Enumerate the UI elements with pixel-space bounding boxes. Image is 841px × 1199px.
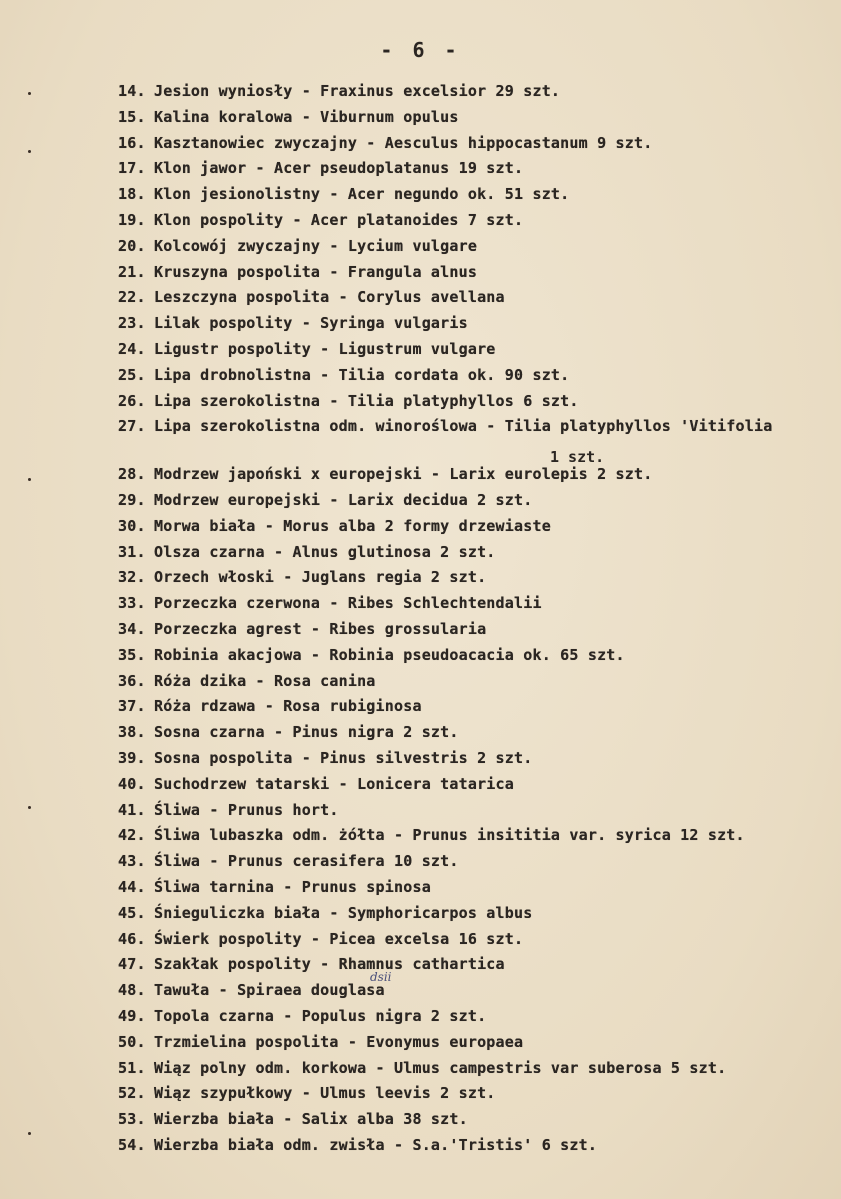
list-item-text: Śliwa - Prunus cerasifera 10 szt. [154, 852, 459, 871]
list-item-number: 16. [118, 133, 146, 152]
list-item-number: 45. [118, 903, 146, 922]
list-item-number: 23. [118, 314, 146, 333]
list-item-text: Jesion wyniosły - Fraxinus excelsior 29 szt. [154, 82, 561, 100]
list-item-number: 42. [118, 826, 146, 845]
list-item-text: Topola czarna - Populus nigra 2 szt. [154, 1007, 487, 1025]
list-item [118, 392, 579, 410]
list-item [118, 134, 652, 152]
punch-hole-mark [28, 806, 31, 809]
list-item-text: Porzeczka czerwona - Ribes Schlechtendalii [154, 594, 542, 613]
list-item [118, 981, 385, 999]
list-item-text: Szakłak pospolity - Rhamnus cathartica [154, 955, 505, 974]
list-item-number: 52. [118, 1084, 146, 1103]
list-item [118, 465, 652, 483]
handwritten-note: dsii [370, 970, 392, 984]
list-item [118, 620, 486, 638]
list-item [118, 491, 532, 509]
list-item [118, 1033, 523, 1051]
list-item-number: 38. [118, 723, 146, 742]
list-item-number: 34. [118, 620, 146, 638]
list-item-text: Lipa szerokolistna odm. winoroślowa - Tilia platyphyllos 'Vitifolia [154, 417, 773, 436]
list-item [118, 826, 745, 844]
list-item-number: 30. [118, 516, 146, 535]
list-item [118, 82, 560, 100]
list-item-text: Morwa biała - Morus alba 2 formy drzewiaste [154, 516, 551, 535]
list-item-number: 46. [118, 929, 146, 948]
list-item-text: Śliwa tarnina - Prunus spinosa [154, 878, 431, 896]
list-item-number: 25. [118, 365, 146, 384]
list-item-text: Trzmielina pospolita - Evonymus europaea [154, 1032, 524, 1051]
list-item-number: 26. [118, 391, 146, 410]
list-item [118, 801, 339, 819]
list-item-text: Wiąz polny odm. korkowa - Ulmus campestris var suberosa 5 szt. [154, 1058, 727, 1077]
list-item [118, 930, 523, 948]
list-item [118, 697, 422, 715]
list-item-text: Orzech włoski - Juglans regia 2 szt. [154, 568, 487, 587]
list-item-number: 27. [118, 417, 146, 436]
list-item-text: Wierzba biała odm. zwisła - S.a.'Tristis' 6 szt. [154, 1136, 598, 1154]
list-item-text: Olsza czarna - Alnus glutinosa 2 szt. [154, 542, 496, 561]
list-item [118, 904, 532, 922]
list-item-number: 48. [118, 981, 146, 1000]
list-item-number: 14. [118, 82, 146, 100]
list-item-text: Klon pospolity - Acer platanoides 7 szt. [154, 211, 524, 229]
list-item [118, 878, 431, 896]
list-item-number: 44. [118, 878, 146, 896]
list-item-text: Tawuła - Spiraea douglasa [154, 981, 385, 1000]
list-item-number: 39. [118, 749, 146, 767]
list-item-text: Klon jawor - Acer pseudoplatanus 19 szt. [154, 159, 524, 178]
list-item-text: Klon jesionolistny - Acer negundo ok. 51 szt. [154, 185, 570, 204]
list-item-number: 18. [118, 185, 146, 204]
page-number: - 6 - [380, 38, 461, 62]
list-item [118, 517, 551, 535]
list-item [118, 211, 523, 229]
list-item [118, 108, 459, 126]
list-item [118, 1007, 486, 1025]
list-item [118, 159, 523, 177]
list-item-number: 35. [118, 645, 146, 664]
list-item [118, 594, 542, 612]
entry-27-continuation: 1 szt. [550, 448, 605, 466]
list-item-text: Suchodrzew tatarski - Lonicera tatarica [154, 774, 514, 793]
list-item-number: 51. [118, 1058, 146, 1077]
list-item [118, 1110, 468, 1128]
list-item-number: 22. [118, 288, 146, 307]
list-item-text: Kolcowój zwyczajny - Lycium vulgare [154, 236, 478, 255]
list-item-text: Kruszyna pospolita - Frangula alnus [154, 262, 478, 281]
list-item-number: 41. [118, 800, 146, 819]
list-item [118, 1084, 496, 1102]
list-item-text: Śnieguliczka biała - Symphoricarpos albus [154, 903, 533, 922]
list-item [118, 568, 486, 586]
list-item-text: Lilak pospolity - Syringa vulgaris [154, 314, 468, 333]
punch-hole-mark [28, 1132, 31, 1135]
list-item-text: Lipa drobnolistna - Tilia cordata ok. 90 szt. [154, 365, 570, 384]
list-item [118, 340, 496, 358]
list-item-number: 43. [118, 852, 146, 871]
list-item-text: Sosna pospolita - Pinus silvestris 2 szt. [154, 749, 533, 767]
list-item [118, 417, 772, 435]
list-item [118, 852, 459, 870]
list-item-number: 37. [118, 697, 146, 716]
list-item [118, 288, 505, 306]
list-item-number: 21. [118, 262, 146, 281]
list-item [118, 723, 459, 741]
list-item-text: Róża dzika - Rosa canina [154, 671, 376, 690]
list-item-text: Świerk pospolity - Picea excelsa 16 szt. [154, 929, 524, 948]
list-item [118, 366, 569, 384]
list-item [118, 185, 569, 203]
list-item-number: 24. [118, 340, 146, 358]
list-item-number: 33. [118, 594, 146, 613]
list-item-text: Ligustr pospolity - Ligustrum vulgare [154, 340, 496, 358]
list-item [118, 263, 477, 281]
list-item-number: 28. [118, 465, 146, 484]
list-item-number: 50. [118, 1032, 146, 1051]
punch-hole-mark [28, 478, 31, 481]
punch-hole-mark [28, 92, 31, 95]
list-item-number: 49. [118, 1007, 146, 1025]
list-item-text: Porzeczka agrest - Ribes grossularia [154, 620, 487, 638]
list-item [118, 543, 496, 561]
list-item [118, 314, 468, 332]
list-item-number: 53. [118, 1110, 146, 1129]
list-item-number: 29. [118, 491, 146, 509]
list-item [118, 775, 514, 793]
list-item-number: 17. [118, 159, 146, 178]
list-item-text: Leszczyna pospolita - Corylus avellana [154, 288, 505, 307]
list-item [118, 1136, 597, 1154]
list-item [118, 646, 625, 664]
list-item-number: 32. [118, 568, 146, 587]
list-item-number: 40. [118, 774, 146, 793]
list-item [118, 955, 505, 973]
list-item-number: 54. [118, 1136, 146, 1154]
punch-hole-mark [28, 150, 31, 153]
list-item-number: 47. [118, 955, 146, 974]
list-item-text: Modrzew japoński x europejski - Larix eurolepis 2 szt. [154, 465, 653, 484]
list-item-number: 31. [118, 542, 146, 561]
list-item [118, 672, 376, 690]
list-item-text: Śliwa - Prunus hort. [154, 800, 339, 819]
list-item-text: Wiąz szypułkowy - Ulmus leevis 2 szt. [154, 1084, 496, 1103]
list-item-text: Modrzew europejski - Larix decidua 2 szt. [154, 491, 533, 509]
list-item-text: Róża rdzawa - Rosa rubiginosa [154, 697, 422, 716]
list-item [118, 1059, 726, 1077]
list-item-number: 19. [118, 211, 146, 229]
list-item-text: Sosna czarna - Pinus nigra 2 szt. [154, 723, 459, 742]
list-item-text: Wierzba biała - Salix alba 38 szt. [154, 1110, 468, 1129]
list-item-text: Kalina koralowa - Viburnum opulus [154, 107, 459, 126]
list-item-text: Lipa szerokolistna - Tilia platyphyllos 6 szt. [154, 391, 579, 410]
list-item [118, 749, 532, 767]
list-item-text: Robinia akacjowa - Robinia pseudoacacia ok. 65 szt. [154, 645, 625, 664]
list-item-text: Śliwa lubaszka odm. żółta - Prunus insititia var. syrica 12 szt. [154, 826, 745, 845]
list-item-number: 20. [118, 236, 146, 255]
list-item-text: Kasztanowiec zwyczajny - Aesculus hippocastanum 9 szt. [154, 133, 653, 152]
list-item-number: 36. [118, 671, 146, 690]
list-item-number: 15. [118, 107, 146, 126]
list-item [118, 237, 477, 255]
